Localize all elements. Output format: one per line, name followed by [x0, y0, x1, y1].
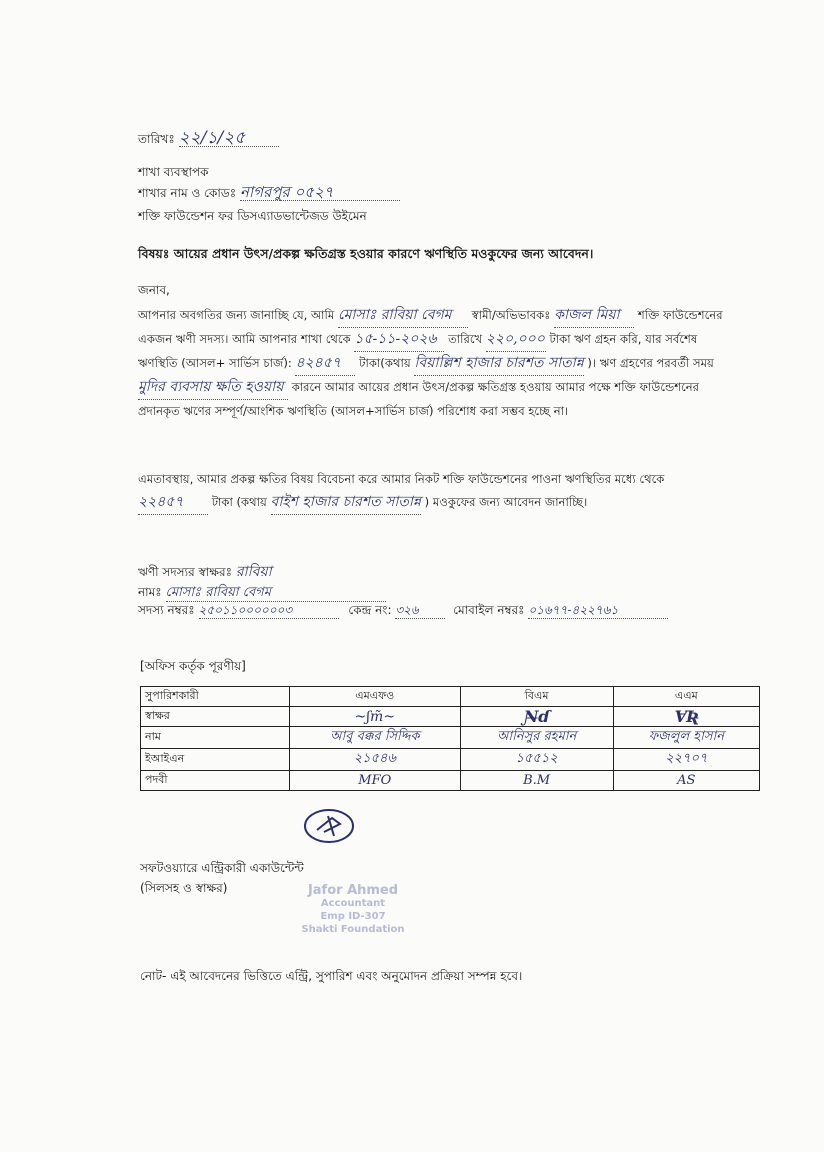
table-row-designation [141, 771, 760, 791]
applicant-ids-line [138, 602, 668, 619]
applicant-name-label: নামঃ [138, 585, 162, 599]
recommendation-table [140, 686, 760, 791]
footer-note: নোট- এই আবেদনের ভিত্তিতে এন্ট্রি, সুপারিশ এবং অনুমোদন প্রক্রিয়া সম্পন্ন হবে। [140, 969, 523, 983]
mobile-label: মোবাইল নম্বরঃ [453, 603, 525, 617]
table-cell: আনিসুর রহমান [460, 727, 613, 749]
para2-text-2: টাকা (কথায় [211, 495, 267, 509]
branch-line [138, 184, 400, 201]
subject-line: বিষয়ঃ আয়ের প্রধান উৎস/প্রকল্প ক্ষতিগ্রস্ত হওয়ার কারণে ঋণস্থিতি মওকুফের জন্য আবেদন। [138, 246, 594, 261]
table-row-label: স্বাক্ষর [141, 707, 290, 727]
table-cell: B.M [460, 771, 613, 791]
table-cell: আবু বক্কর সিদ্দিক [290, 727, 461, 749]
table-cell: ২১৫৪৬ [290, 749, 461, 771]
mobile-value: ০১৬৭৭-৪২২৭৬১ [528, 602, 668, 619]
date-value: ২২/১/২৫ [179, 130, 279, 147]
member-no-label: সদস্য নম্বরঃ [138, 603, 195, 617]
table-row-label: নাম [141, 727, 290, 749]
reason-field: মুদির ব্যবসায় ক্ষতি হওয়ায় [138, 376, 288, 400]
applicant-signature-label: ঋণী সদস্যর স্বাক্ষরঃ [138, 565, 232, 579]
applicant-name-line [138, 584, 386, 602]
branch-value: নাগরপুর ০৫২৭ [240, 184, 400, 201]
para1-text-5: টাকা ঋণ গ্রহন করি, যার সর্বশেষ ঋণস্থিতি (আসল+ সার্ভিস চার্জ): [138, 332, 698, 370]
waiver-amount-field: ২২৪৫৭ [138, 491, 208, 515]
guardian-field: কাজল মিয়া [554, 304, 634, 328]
table-cell: AS [613, 771, 759, 791]
table-row-label: ইআইএন [141, 749, 290, 771]
stamp-line: Jafor Ahmed [307, 883, 399, 898]
recipient-title: শাখা ব্যবস্থাপক [138, 165, 209, 179]
para1-text-3: শক্তি ফাউন্ডেশনের একজন ঋণী সদস্য। আমি আপনার শাখা থেকে [138, 308, 723, 346]
stamp-line: Shakti Foundation [301, 924, 405, 935]
para2-text-1: এমতাবস্থায়, আমার প্রকল্প ক্ষতির বিষয় বিবেচনা করে আমার নিকট শক্তি ফাউন্ডেশনের পাওনা ঋণস্থিতির মধ্যে থেকে [138, 472, 665, 486]
balance-field: ৪২৪৫৭ [295, 352, 355, 376]
waiver-words-field: বাইশ হাজার চারশত সাতান্ন [271, 491, 421, 515]
table-header-cell: এএম [613, 687, 759, 707]
applicant-name-value: মোসাঃ রাবিয়া বেগম [166, 585, 386, 602]
table-cell: ফজলুল হাসান [613, 727, 759, 749]
member-name-field: মোসাঃ রাবিয়া বেগম [338, 304, 468, 328]
table-row-ein [141, 749, 760, 771]
centre-value: ৩২৬ [395, 602, 445, 619]
para1-text-7: )। ঋণ গ্রহণের পরবর্তী সময় [587, 356, 714, 370]
office-use-label: [অফিস কর্তৃক পূরণীয়] [140, 659, 246, 673]
accountant-stamp [288, 884, 418, 936]
table-header-cell: বিএম [460, 687, 613, 707]
para2-text-3: ) মওকুফের জন্য আবেদন জানাচ্ছি। [424, 495, 588, 509]
centre-label: কেন্দ্র নং: [348, 603, 392, 617]
bm-signature: Ɲ̶ɗ [460, 707, 613, 727]
am-signature: ⱯƦ̶ [613, 707, 759, 727]
para1-text-6: টাকা(কথায় [359, 356, 411, 370]
accountant-signature [302, 806, 356, 846]
mfo-signature: ~ʃm̃~ [290, 707, 461, 727]
table-row-label: পদবী [141, 771, 290, 791]
para1-text-8: কারনে আমার আয়ের প্রধান উৎস/প্রকল্প ক্ষতিগ্রস্ত হওয়ায় আমার পক্ষে শক্তি ফাউন্ডেশনের প্রদানকৃত ঋণের সম্পূর্ণ/আংশিক ঋণস্থিতি (আসল+সার্ভিস চার্জ) পরিশোধ করা সম্ভব হচ্ছে না। [138, 380, 700, 418]
loan-amount-field: ২২০,০০০ [486, 328, 546, 352]
applicant-signature: রাবিয়া [235, 564, 272, 580]
table-row-signature [141, 707, 760, 727]
stamp-line: Accountant [320, 898, 386, 909]
date-line [138, 130, 279, 147]
balance-words-field: বিয়াল্লিশ হাজার চারশত সাতান্ন [414, 352, 583, 376]
loan-date-field: ১৫-১১-২০২৬ [354, 328, 444, 352]
salutation: জনাব, [138, 283, 170, 297]
para1-text-1: আপনার অবগতির জন্য জানাচ্ছি যে, আমি [138, 308, 335, 322]
accountant-note: (সিলসহ ও স্বাক্ষর) [140, 881, 228, 895]
body-paragraph-1 [138, 304, 734, 423]
table-cell: MFO [290, 771, 461, 791]
branch-label: শাখার নাম ও কোডঃ [138, 186, 237, 200]
table-header-cell: সুপারিশকারী [141, 687, 290, 707]
para1-text-4: তারিখে [448, 332, 483, 346]
table-cell: ১৫৫১২ [460, 749, 613, 771]
date-label: তারিখঃ [138, 132, 175, 146]
para1-text-2: স্বামী/অভিভাবকঃ [471, 308, 551, 322]
table-row-name [141, 727, 760, 749]
applicant-signature-line [138, 564, 272, 580]
organization-name: শক্তি ফাউন্ডেশন ফর ডিসএ্যাডভান্টেজড উইমেন [138, 209, 367, 223]
stamp-line: Emp ID-307 [320, 911, 386, 922]
body-paragraph-2 [138, 468, 734, 515]
table-header-row [141, 687, 760, 707]
accountant-title: সফটওয়্যারে এন্ট্রিকারী একাউন্টেন্ট [140, 861, 304, 875]
member-no-value: ২৫০১১০০০০০০৩ [199, 602, 339, 619]
table-header-cell: এমএফও [290, 687, 461, 707]
table-cell: ২২৭০৭ [613, 749, 759, 771]
